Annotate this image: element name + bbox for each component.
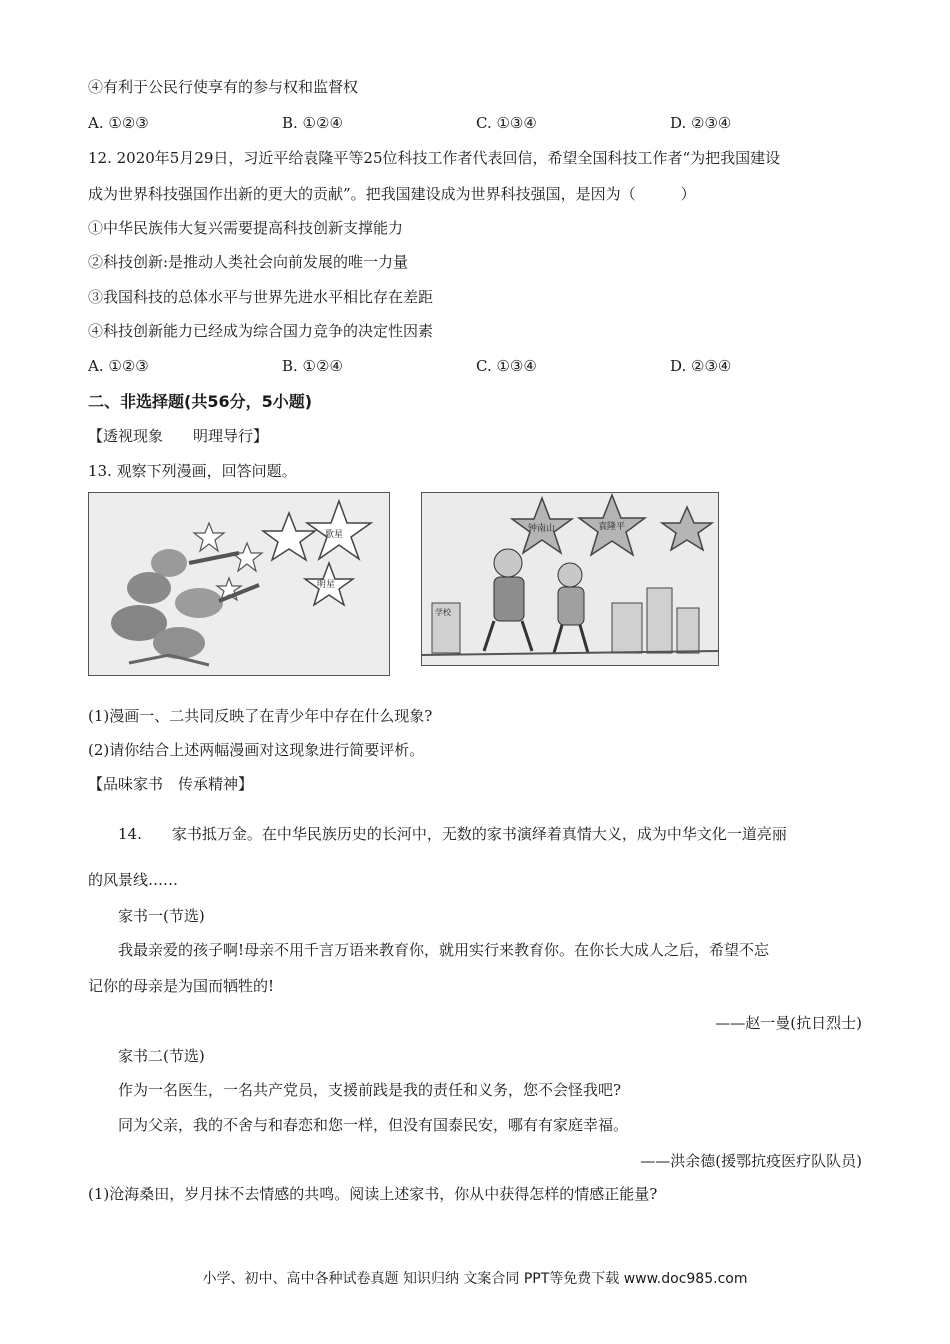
letter-two-text: 作为一名医生，一名共产党员，支援前践是我的责任和义务，您不会怪我吧? bbox=[118, 1081, 622, 1099]
cartoon-two-image bbox=[421, 492, 719, 666]
option-line: ④有利于公民行使享有的参与权和监督权 bbox=[88, 78, 359, 96]
cartoon-two-drawing bbox=[422, 493, 718, 665]
letter-one-text: 我最亲爱的孩子啊!母亲不用千言万语来教育你，就用实行来教育你。在你长大成人之后，希望不忘 bbox=[118, 941, 770, 959]
cartoon-one-label: 歌星 bbox=[325, 530, 344, 540]
letter-two-text: 同为父亲，我的不舍与和春恋和您一样，但没有国泰民安，哪有有家庭幸福。 bbox=[118, 1116, 629, 1134]
cartoon-two-label: 袁隆平 bbox=[598, 522, 626, 532]
cartoon-two-label: 钟南山 bbox=[528, 524, 556, 534]
choice-d: D. ②③④ bbox=[670, 357, 732, 375]
question-12-option1: ①中华民族伟大复兴需要提高科技创新支撑能力 bbox=[88, 219, 404, 237]
cartoon-one-image bbox=[88, 492, 390, 676]
letter-two-title: 家书二(节选) bbox=[118, 1047, 205, 1065]
letter-one-text: 记你的母亲是为国而牺牲的! bbox=[88, 977, 275, 995]
question-12-line2: 成为世界科技强国作出新的更大的贡献”。把我国建设成为世界科技强国，是因为（ ） bbox=[88, 185, 696, 203]
choice-c: C. ①③④ bbox=[476, 114, 537, 132]
question-12-option3: ③我国科技的总体水平与世界先进水平相比存在差距 bbox=[88, 288, 434, 306]
question-14-line2: 的风景线…… bbox=[88, 871, 179, 889]
question-14-sub1: (1)沧海桑田，岁月抹不去情感的共鸣。阅读上述家书，你从中获得怎样的情感正能量? bbox=[88, 1185, 658, 1203]
subsection-title: 【品味家书 传承精神】 bbox=[88, 775, 254, 793]
choice-a: A. ①②③ bbox=[88, 357, 149, 375]
choice-b: B. ①②④ bbox=[282, 114, 343, 132]
question-13-sub2: (2)请你结合上述两幅漫画对这现象进行简要评析。 bbox=[88, 741, 425, 759]
letter-one-title: 家书一(节选) bbox=[118, 907, 205, 925]
question-13: 13. 观察下列漫画，回答问题。 bbox=[88, 462, 297, 480]
question-13-sub1: (1)漫画一、二共同反映了在青少年中存在什么现象? bbox=[88, 707, 433, 725]
letter-two-signature: ——洪余德(援鄂抗疫医疗队队员) bbox=[640, 1152, 862, 1170]
subsection-title: 【透视现象 明理导行】 bbox=[88, 427, 269, 445]
cartoon-one-label: 明星 bbox=[317, 580, 336, 590]
section-heading: 二、非选择题(共56分，5小题) bbox=[88, 392, 313, 411]
choice-a: A. ①②③ bbox=[88, 114, 149, 132]
letter-one-signature: ——赵一曼(抗日烈士) bbox=[715, 1014, 862, 1032]
choice-d: D. ②③④ bbox=[670, 114, 732, 132]
page-footer: 小学、初中、高中各种试卷真题 知识归纳 文案合同 PPT等免费下载 www.doc985.com bbox=[202, 1271, 748, 1287]
question-12-line1: 12. 2020年5月29日，习近平给袁隆平等25位科技工作者代表回信，希望全国科技工作者“为把我国建设 bbox=[88, 149, 781, 167]
cartoon-two-label: 学校 bbox=[435, 608, 451, 617]
question-14-line1: 14. 家书抵万金。在中华民族历史的长河中，无数的家书演绎着真情大义，成为中华文化一道亮丽 bbox=[118, 825, 787, 843]
question-12-option2: ②科技创新:是推动人类社会向前发展的唯一力量 bbox=[88, 253, 409, 271]
cartoon-one-drawing bbox=[89, 493, 389, 675]
question-12-option4: ④科技创新能力已经成为综合国力竞争的决定性因素 bbox=[88, 322, 434, 340]
choice-b: B. ①②④ bbox=[282, 357, 343, 375]
choice-c: C. ①③④ bbox=[476, 357, 537, 375]
